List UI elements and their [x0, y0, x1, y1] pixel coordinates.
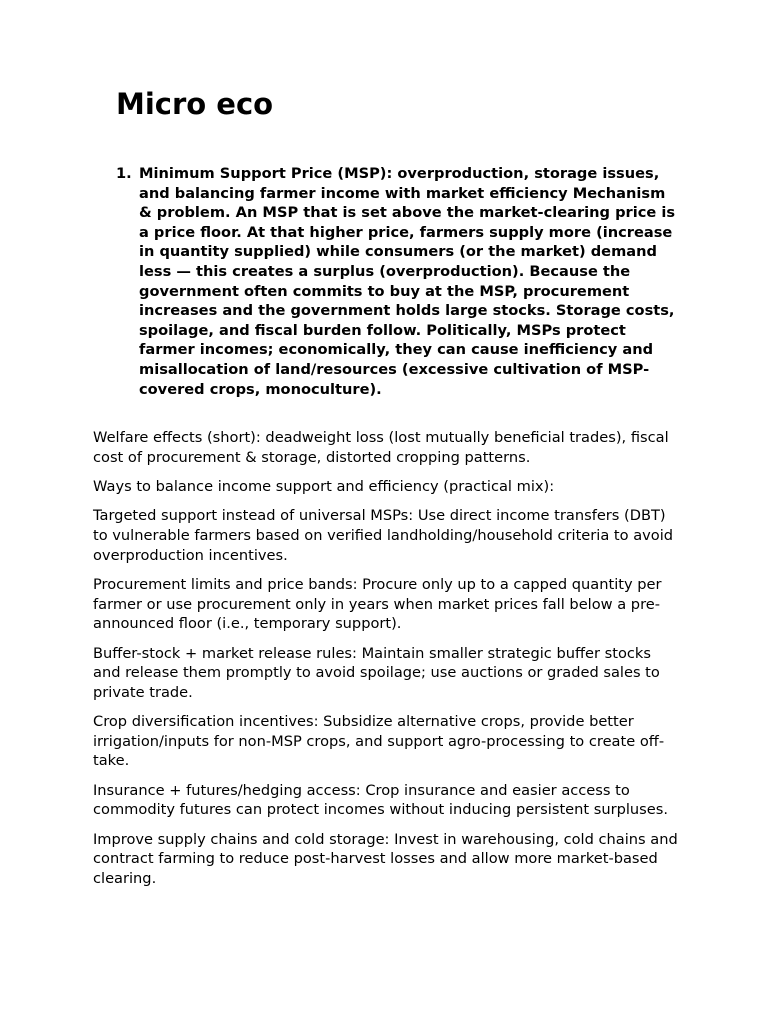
list-item: [116, 164, 676, 399]
document-body: [93, 428, 683, 898]
paragraph-procurement-limits: Procurement limits and price bands: Procure only up to a capped quantity per farmer or use procurement only in years when market prices fall below a pre-announced floor (i.e., temporary support).: [93, 575, 662, 633]
paragraph-insurance-futures: Insurance + futures/hedging access: Crop insurance and easier access to commodity futures can protect incomes without inducing persistent surpluses.: [93, 781, 668, 819]
document-title: Micro eco: [116, 87, 274, 121]
list-item-text: Minimum Support Price (MSP): overproduction, storage issues, and balancing farmer income with market efficiency Mechanism & problem. An MSP that is set above the market-clearing price is a price floor. At that higher price, farmers supply more (increase in quantity supplied) while consumers (or the market) demand less — this creates a surplus (overproduction). Because the government often commits to buy at the MSP, procurement increases and the government holds large stocks. Storage costs, spoilage, and fiscal burden follow. Politically, MSPs protect farmer incomes; economically, they can cause inefficiency and misallocation of land/resources (excessive cultivation of MSP-covered crops, monoculture).: [139, 165, 676, 398]
paragraph-crop-diversification: Crop diversification incentives: Subsidize alternative crops, provide better irrigation/inputs for non-MSP crops, and support agro-processing to create off-take.: [93, 713, 665, 770]
paragraph-buffer-stock: Buffer-stock + market release rules: Maintain smaller strategic buffer stocks and release them promptly to avoid spoilage; use auctions or graded sales to private trade.: [93, 644, 660, 701]
numbered-list: [116, 164, 676, 399]
paragraph-welfare-effects: Welfare effects (short): deadweight loss (lost mutually beneficial trades), fiscal cost of procurement & storage, distorted cropping patterns.: [93, 429, 669, 466]
paragraph-supply-chains: Improve supply chains and cold storage: Invest in warehousing, cold chains and contract farming to reduce post-harvest losses and allow more market-based clearing.: [93, 830, 678, 887]
list-item-number: 1.: [116, 165, 132, 182]
paragraph-ways-to-balance: Ways to balance income support and efficiency (practical mix):: [93, 477, 555, 495]
paragraph-targeted-support: Targeted support instead of universal MSPs: Use direct income transfers (DBT) to vulnerable farmers based on verified landholding/household criteria to avoid overproduction incentives.: [93, 507, 674, 564]
